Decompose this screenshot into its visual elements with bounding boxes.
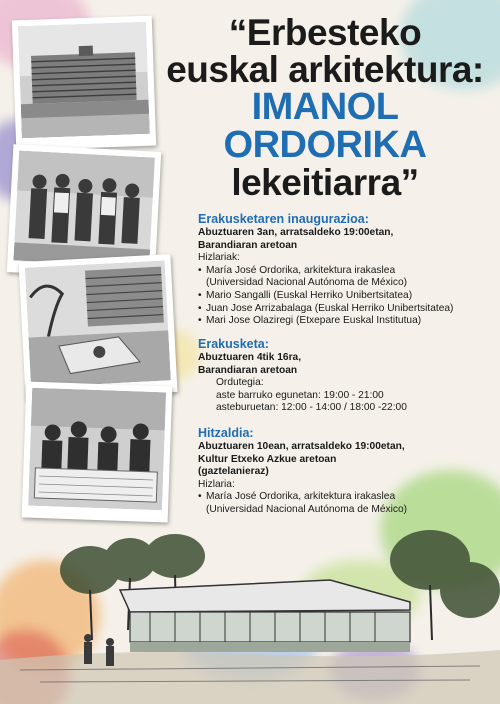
speaker-item: • María José Ordorika, arkitektura irakaslea (Universidad Nacional Autónoma de México) [198,265,498,290]
exhibition-hours-label: Ordutegia: [216,377,264,389]
lecture-language: (gaztelanieraz) [198,466,269,478]
inauguration-section [198,212,498,328]
lecture-speaker-list [198,491,498,516]
speaker-affiliation: (Universidad Nacional Autónoma de México) [206,503,408,515]
exhibition-section [198,337,498,415]
inauguration-place: Barandiaran aretoan [198,239,298,251]
building-sketch-illustration [0,520,500,704]
hotel-photo-image [18,22,150,138]
lecture-heading: Hitzaldia: [198,426,254,440]
photo-meeting [22,381,173,522]
inauguration-speakers-list [198,265,498,328]
inauguration-date: Abuztuaren 3an, arratsaldeko 19:00etan, [198,227,394,238]
group-photo-image [13,151,155,268]
exhibition-heading: Erakusketa: [198,337,269,351]
exhibition-date: Abuztuaren 4tik 16ra, [198,352,302,363]
lecture-section [198,426,498,517]
photo-modern-building [18,254,177,400]
poster-title [160,14,490,201]
meeting-photo-image [28,388,166,511]
speaker-item: • María José Ordorika, arkitektura irakaslea (Universidad Nacional Autónoma de México) [198,491,498,516]
speaker-item: • Juan Jose Arrizabalaga (Euskal Herriko Unibertsitatea) [198,303,498,316]
speaker-item: • Mario Sangalli (Euskal Herriko Unibertsitatea) [198,290,498,303]
speaker-affiliation: (Universidad Nacional Autónoma de México) [206,277,408,289]
modern-building-photo-image [25,260,171,387]
inauguration-heading: Erakusketaren inaugurazioa: [198,212,369,226]
title-line-3: IMANOL ORDORIKA [223,86,427,166]
lecture-speaker-label: Hizlaria: [198,478,235,490]
title-line-2: euskal arkitektura: [166,49,484,90]
title-line-4: lekeitiarra” [231,162,419,203]
lecture-place: Kultur Etxeko Azkue aretoan [198,453,337,465]
exhibition-place: Barandiaran aretoan [198,364,298,376]
inauguration-speakers-label: Hizlariak: [198,252,240,264]
exhibition-weekend-hours: asteburuetan: 12:00 - 14:00 / 18:00 -22:00 [216,402,407,414]
lecture-date: Abuztuaren 10ean, arratsaldeko 19:00etan, [198,441,405,452]
exhibition-weekday-hours: aste barruko egunetan: 19:00 - 21:00 [216,389,384,401]
title-line-1: “Erbesteko [228,12,422,53]
speaker-item: • Mari Jose Olaziregi (Etxepare Euskal Institutua) [198,315,498,328]
photo-hotel [12,16,156,151]
